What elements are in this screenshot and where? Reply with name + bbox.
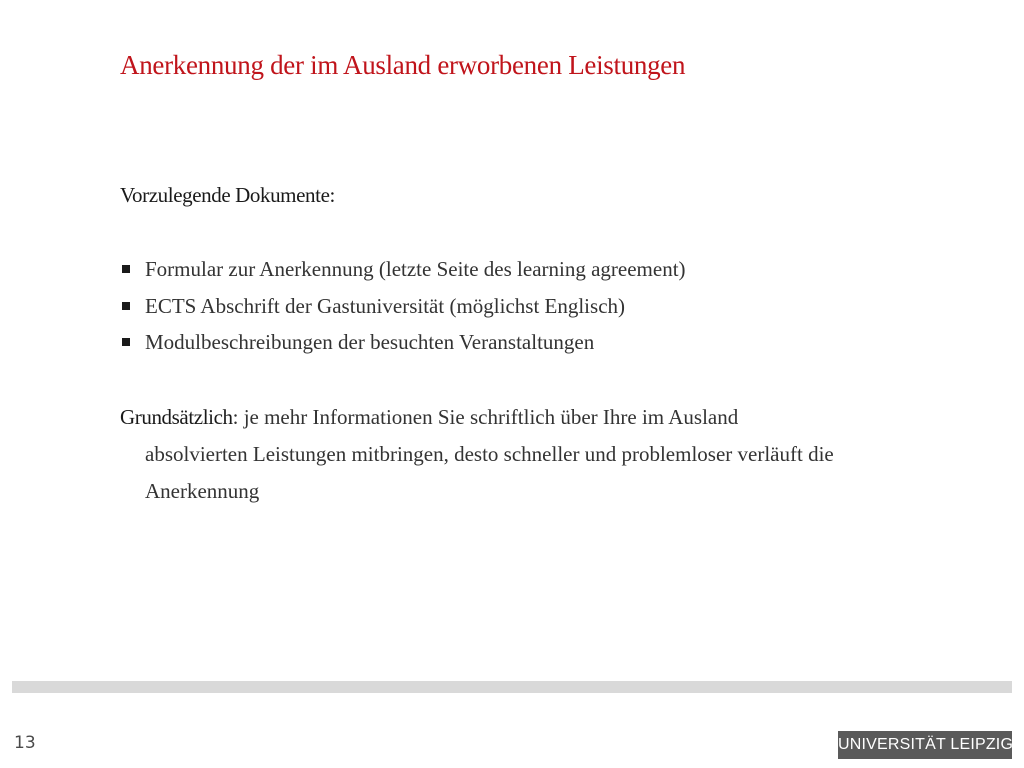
list-item: [120, 326, 686, 363]
square-bullet-icon: [122, 338, 130, 346]
square-bullet-icon: [122, 265, 130, 273]
documents-list: [120, 253, 686, 363]
summary-line-3: Anerkennung: [145, 479, 260, 503]
square-bullet-icon: [122, 302, 130, 310]
list-item-text: ECTS Abschrift der Gastuniversität (möglichst Englisch): [145, 293, 626, 318]
summary-line-1: [120, 399, 920, 436]
university-logo: UNIVERSITÄT LEIPZIG: [838, 731, 1012, 759]
list-item: [120, 253, 686, 290]
list-item-text: Formular zur Anerkennung (letzte Seite des learning agreement): [145, 257, 686, 281]
documents-heading: Vorzulegende Dokumente:: [120, 183, 335, 207]
summary-text-1: : je mehr Informationen Sie schriftlich über Ihre im Ausland: [232, 405, 739, 429]
summary-line-2: absolvierten Leistungen mitbringen, desto schneller und problemloser verläuft die: [145, 442, 834, 466]
list-item-text: Modulbeschreibungen der besuchten Veranstaltungen: [145, 330, 595, 354]
page-number: 13: [14, 733, 36, 753]
summary-lead: Grundsätzlich: [120, 405, 233, 429]
list-item: [120, 290, 686, 327]
summary-paragraph: [120, 399, 920, 510]
footer-divider: [12, 681, 1012, 693]
slide-title: Anerkennung der im Ausland erworbenen Leistungen: [120, 50, 686, 80]
